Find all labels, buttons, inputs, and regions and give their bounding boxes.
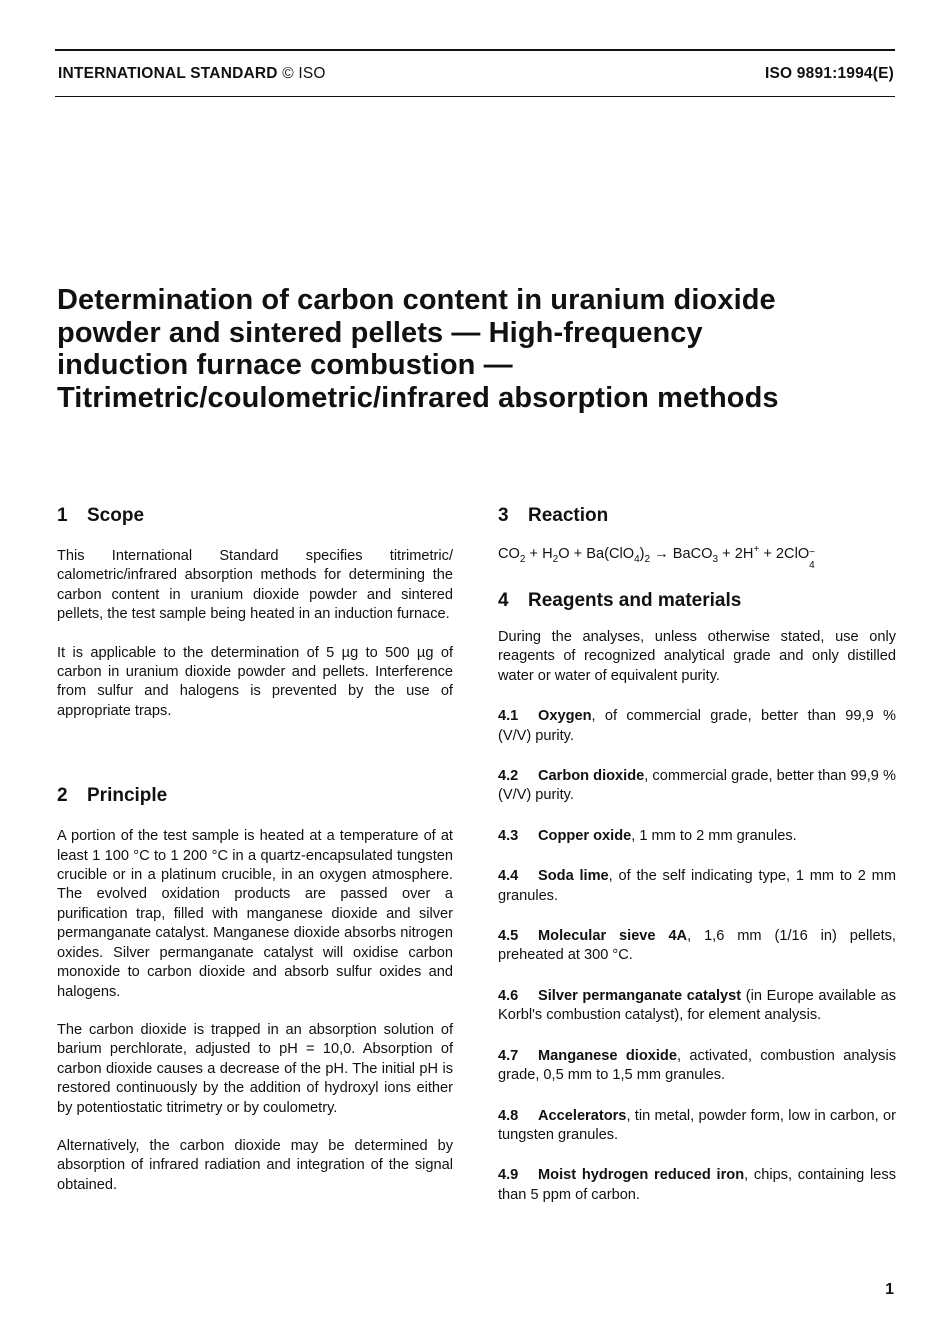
reagent-item-name: Carbon dioxide (538, 768, 645, 785)
left-column (57, 504, 453, 1195)
reagent-item-number: 4.5 (498, 928, 519, 945)
title-line: Titrimetric/coulometric/infrared absorption methods (57, 381, 779, 414)
reagent-list (498, 707, 896, 1205)
section-title: Reagents and materials (528, 590, 742, 611)
reagent-item-text: , tin metal, powder form, low in carbon, or tungsten granules. (498, 1107, 896, 1143)
reagent-item (498, 1107, 896, 1146)
reagents-intro: During the analyses, unless otherwise stated, use only reagents of recognized analytical grade and only distilled water or water of equivalent purity. (498, 629, 896, 684)
reagent-item (498, 1166, 896, 1205)
document-title (57, 284, 877, 414)
header-top-rule (55, 49, 895, 51)
reagent-item-name: Oxygen (538, 708, 592, 725)
principle-paragraph: The carbon dioxide is trapped in an absorption solution of barium perchlorate, adjusted to pH = 10,0. Absorption of carbon dioxide causes a decrease of the pH. The initial pH is restored continuously by the addition of hydroxyl ions either by potentiostatic titrimetry or by coulometry. (57, 1021, 453, 1116)
reagent-item-text: , chips, containing less than 5 ppm of carbon. (498, 1167, 896, 1203)
section-number: 4 (498, 590, 509, 611)
reaction-arrow-icon: → (654, 546, 669, 562)
reaction-equation: $CO_2 + H_2O + Ba(ClO_4)_2$ → BaCO$_3$ + 2H+ + 2ClO − 4 (498, 544, 816, 571)
reagent-item (498, 927, 896, 966)
section-number: 3 (498, 505, 509, 526)
reagent-item-number: 4.1 (498, 708, 519, 725)
reagent-item-text: , commercial grade, better than 99,9 % (V/V) purity. (498, 768, 896, 804)
reagent-item-number: 4.9 (498, 1167, 519, 1184)
reagent-item-text: , of commercial grade, better than 99,9 % (V/V) purity. (498, 708, 896, 744)
header-bottom-rule (55, 96, 895, 97)
section-heading-reaction (498, 504, 896, 528)
reagent-item-text: , 1,6 mm (1/16 in) pellets, preheated at 300 °C. (498, 928, 896, 964)
reagent-item-number: 4.3 (498, 827, 519, 844)
page-number: 1 (885, 1281, 894, 1298)
header-standard-text: INTERNATIONAL STANDARD (58, 65, 278, 82)
reagent-item (498, 987, 896, 1026)
reagent-item-name: Silver permanganate catalyst (538, 987, 742, 1004)
reagent-item-name: Moist hydrogen reduced iron (538, 1167, 745, 1184)
section-number: 1 (57, 505, 68, 526)
header-document-number: ISO 9891:1994(E) (765, 65, 894, 82)
reagent-item-text: (in Europe available as Korbl's combustion catalyst), for element analysis. (498, 987, 897, 1024)
principle-paragraph: Alternatively, the carbon dioxide may be determined by absorption of infrared radiation and integration of the signal obtained. (57, 1137, 453, 1193)
section-title: Scope (87, 505, 145, 526)
reagent-item (498, 867, 896, 906)
reagent-item-number: 4.8 (498, 1107, 519, 1124)
reagent-item-number: 4.4 (498, 868, 519, 885)
section-heading-principle (57, 784, 453, 808)
title-line: induction furnace combustion — (57, 349, 513, 381)
header-iso-mark: © ISO (282, 65, 326, 82)
reagent-item (498, 827, 896, 846)
reagent-item-name: Molecular sieve 4A (538, 928, 688, 945)
reagent-item-number: 4.6 (498, 987, 519, 1004)
reagent-item-number: 4.2 (498, 768, 519, 785)
reagent-item-name: Copper oxide (538, 827, 632, 844)
reagent-item-text: , 1 mm to 2 mm granules. (631, 827, 797, 844)
section-number: 2 (57, 785, 68, 807)
right-column (498, 504, 896, 1205)
section-heading-reagents (498, 589, 896, 613)
section-title: Principle (87, 785, 168, 807)
header-standard-label (58, 65, 326, 83)
reagent-item-name: Accelerators (538, 1107, 627, 1124)
title-line: Determination of carbon content in uranium dioxide (57, 284, 776, 316)
reagent-item (498, 707, 896, 746)
section-heading-scope (57, 504, 453, 528)
title-line: powder and sintered pellets — High-frequency (57, 316, 703, 349)
reagent-item-name: Manganese dioxide (538, 1047, 677, 1064)
section-title: Reaction (528, 505, 609, 526)
reagent-item (498, 767, 896, 806)
scope-paragraph: It is applicable to the determination of 5 µg to 500 µg of carbon in uranium dioxide powder and pellets. Interference from sulfur and halogens is prevented by the use of appropriate traps. (57, 644, 453, 719)
reagent-item (498, 1047, 896, 1086)
reagent-item-name: Soda lime (538, 868, 609, 885)
reagent-item-text: , activated, combustion analysis grade, 0,5 mm to 1,5 mm granules. (498, 1047, 897, 1084)
principle-paragraph: A portion of the test sample is heated at a temperature of at least 1 100 °C to 1 200 °C in a quartz-encapsulated tungsten crucible or in a platinum crucible, in an oxygen atmosphere. The evolved oxidation products are passed over a purification trap, filled with manganese dioxide and silver permanganate catalyst. Manganese dioxide absorbs nitrogen oxides. Silver permanganate catalyst will oxidise carbon monoxide to carbon dioxide and absorb sulfur oxides and halogens. (57, 828, 453, 1000)
reagent-item-number: 4.7 (498, 1047, 519, 1064)
scope-paragraph: This International Standard specifies titrimetric/ calometric/infrared absorption methods for determining the carbon content in uranium dioxide powder and sintered pellets, the test sample being heated in an induction furnace. (57, 548, 453, 623)
reagent-item-text: , of the self indicating type, 1 mm to 2 mm granules. (498, 868, 897, 904)
